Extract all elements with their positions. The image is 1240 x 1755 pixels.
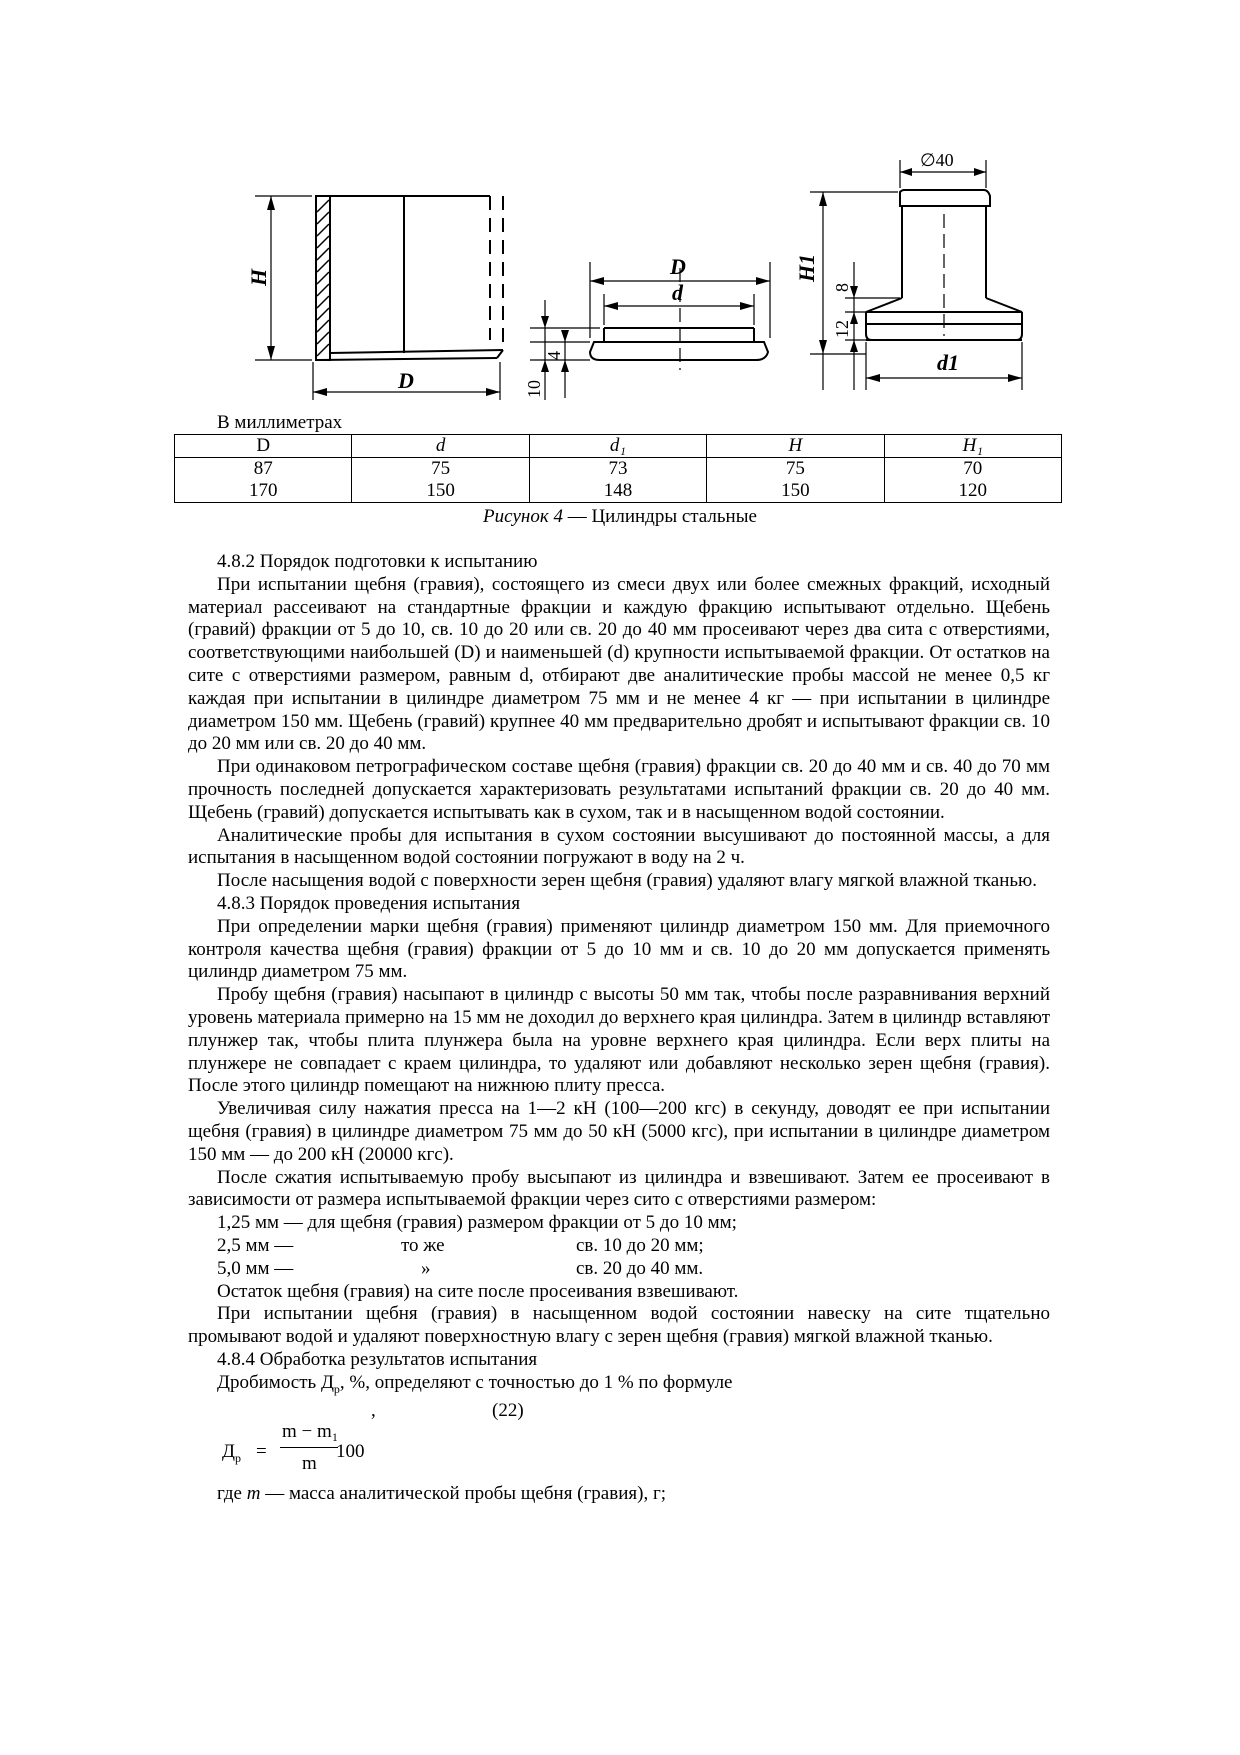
table-header-cell [884,435,1061,458]
label-d1: d1 [937,350,959,375]
plunger-view [810,160,1022,390]
subscript: р [333,1381,340,1396]
document-body [188,551,1050,1506]
table-cell: 150 [352,480,529,503]
formula-equals: = [256,1441,267,1463]
formula-subscript: р [234,1451,241,1466]
paragraph: Увеличивая силу нажатия пресса на 1—2 кН (100—200 кгс) в секунду, доводят ее при испытании щебня (гравия) в цилиндре диаметром 75 мм до 50 кН (5000 кгс), при испытании в цилиндре диаметром 150 мм — до 200 кН (20000 кгс). [188,1098,1050,1165]
label-H: H [246,268,271,286]
table-cell: 73 [529,458,706,481]
text-run: — масса аналитической пробы щебня (гравия), г; [260,1483,667,1505]
table-header-cell [352,435,529,458]
text-run: где [217,1483,247,1505]
table-cell: 70 [884,458,1061,481]
table-header-cell [529,435,706,458]
label-D-mid: D [670,254,686,279]
paragraph [188,1372,1050,1401]
label-10: 10 [524,380,544,398]
formula-factor: 100 [336,1441,365,1463]
figure-caption [0,506,1240,528]
table-row [175,480,1062,503]
label-d-mid: d [672,280,683,305]
paragraph: После сжатия испытываемую пробу высыпают из цилиндра и взвешивают. Затем ее просеивают в зависимости от размера испытываемой фракции через сито с отверстиями размером: [188,1166,1050,1211]
label-12: 12 [832,320,852,338]
sieve-item-3 [188,1258,1050,1281]
sieve-item-2 [188,1235,1050,1258]
paragraph: При определении марки щебня (гравия) применяют цилиндр диаметром 150 мм. Для приемочного контроля качества щебня (гравия) фракции от 5 до 10 мм и св. 10 до 20 мм допускается применять цилиндр диаметром 75 мм. [188,915,1050,983]
paragraph: Остаток щебня (гравия) на сите после просеивания взвешивают. [217,1280,739,1302]
table-cell: 87 [175,458,352,481]
sieve-fraction: св. 20 до 40 мм. [576,1257,704,1279]
dimensions-table [174,434,1062,503]
formula-lhs [222,1441,241,1470]
label-4: 4 [544,351,564,360]
table-header-cell [707,435,884,458]
formula [222,1423,1050,1483]
header-text: H [788,435,803,456]
header-text: d₁ [609,435,627,456]
cylinder-sectional-view [255,196,503,400]
caption-label: Рисунок 4 [483,506,563,527]
paragraph: При испытании щебня (гравия) в насыщенном водой состоянии навеску на сите тщательно промывают водой и удаляют поверхностную влагу с зерен щебня (гравия) мягкой влажной тканью. [188,1303,1050,1348]
text-run: Дробимость Д [217,1371,334,1393]
section-heading-484: 4.8.4 Обработка результатов испытания [217,1348,538,1370]
sieve-ditto: то же [401,1234,445,1256]
text-run: , %, определяют с точностью до 1 % по формуле [339,1371,733,1393]
sieve-item-1: 1,25 мм — для щебня (гравия) размером фракции от 5 до 10 мм; [217,1212,737,1234]
label-diam40: ∅40 [920,150,954,170]
units-label: В миллиметрах [217,412,343,433]
paragraph: Аналитические пробы для испытания в сухом состоянии высушивают до постоянной массы, а для испытания в насыщенном водой состоянии погружают в воду на 2 ч. [188,824,1050,869]
formula-symbol: Д [222,1441,235,1463]
table-cell: 150 [707,480,884,503]
label-H1: H1 [794,253,819,282]
caption-text: — Цилиндры стальные [562,506,757,527]
formula-denominator: m [302,1453,317,1475]
sieve-ditto: » [421,1257,431,1279]
sieve-size: 2,5 мм — [217,1234,294,1256]
table-cell: 120 [884,480,1061,503]
label-8: 8 [832,283,852,292]
formula-comma: , [371,1400,376,1422]
variable-m: m [246,1483,261,1505]
table-cell: 75 [352,458,529,481]
section-heading-482: 4.8.2 Порядок подготовки к испытанию [217,551,538,572]
fraction-bar [280,1447,338,1448]
label-D-left: D [398,368,414,393]
paragraph: При одинаковом петрографическом составе щебня (гравия) фракции св. 20 до 40 мм и св. 40 до 70 мм прочность последней допускается характеризовать результатами испытаний фракции св. 20 до 40 мм. Щебень (гравий) допускается испытывать как в сухом, так и в насыщенном водой состоянии. [188,756,1050,823]
table-cell: 75 [707,458,884,481]
header-text: d [435,435,446,456]
cylinder-drawing [0,0,1240,420]
base-plate-view [530,262,770,400]
table-header-row [175,435,1062,458]
formula-number-row [188,1400,1050,1423]
table-cell: 148 [529,480,706,503]
paragraph: После насыщения водой с поверхности зерен щебня (гравия) удаляют влагу мягкой влажной тканью. [217,870,1037,892]
formula-number: (22) [492,1400,524,1422]
paragraph: Пробу щебня (гравия) насыпают в цилиндр с высоты 50 мм так, чтобы после разравнивания верхний уровень материала примерно на 15 мм не доходил до верхнего края цилиндра. Затем в цилиндр вставляют плунжер так, чтобы плита плунжера была на уровне верхнего края цилиндра. Если верх плиты на плунжере не совпадает с краем цилиндра, то удаляют или добавляют несколько зерен щебня (гравия). После этого цилиндр помещают на нижнюю плиту пресса. [188,984,1050,1097]
sieve-fraction: св. 10 до 20 мм; [576,1234,704,1256]
header-text: H₁ [962,435,983,456]
paragraph: При испытании щебня (гравия), состоящего из смеси двух или более смежных фракций, исходный материал рассеивают на стандартные фракции и каждую фракцию испытывают отдельно. Щебень (гравий) фракции от 5 до 10, св. 10 до 20 или св. 20 до 40 мм просеивают через два сита с отверстиями, соответствующими наибольшей (D) и наименьшей (d) крупности испытываемой фракции. От остатков на сите с отверстиями размером, равным d, отбирают две аналитические пробы массой не менее 0,5 кг каждая при испытании в цилиндре диаметром 75 мм и не менее 4 кг — при испытании в цилиндре диаметром 150 мм. Щебень (гравий) крупнее 40 мм предварительно дробят и испытывают фракции св. 10 до 20 мм или св. 20 до 40 мм. [188,573,1050,755]
table-row [175,458,1062,481]
formula-numerator: m − m₁ [282,1421,339,1443]
section-heading-483: 4.8.3 Порядок проведения испытания [217,892,521,914]
table-cell: 170 [175,480,352,503]
table-header-cell: D [175,435,352,458]
sieve-size: 5,0 мм — [217,1257,294,1279]
where-clause [188,1483,1050,1506]
